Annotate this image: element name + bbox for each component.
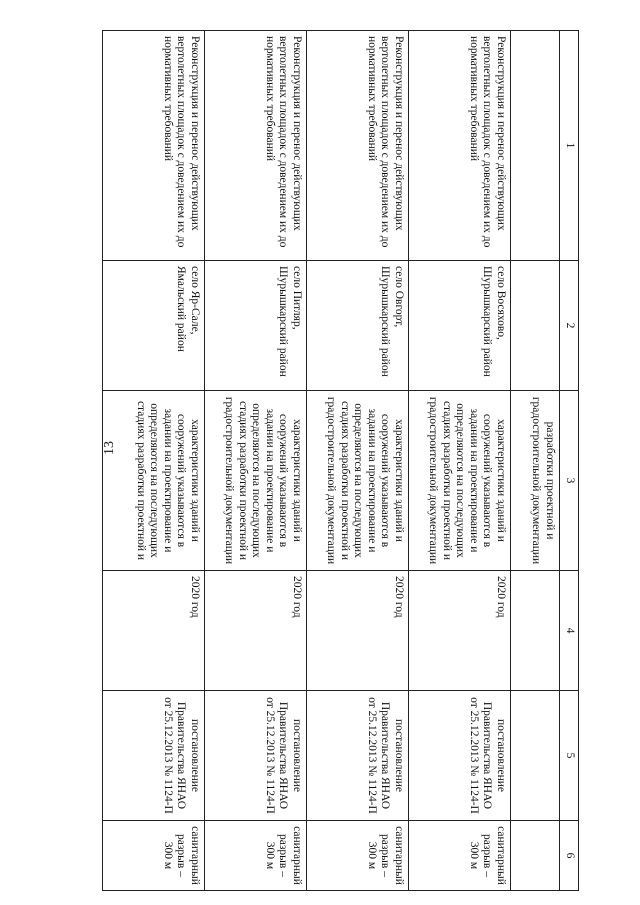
column-number-5: 5 xyxy=(560,691,579,821)
basis-cell: постановление Правительства ЯНАО от 25.12.2013 № 1124-П xyxy=(409,691,511,821)
basis-cell: постановление Правительства ЯНАО от 25.12.2013 № 1124-П xyxy=(205,691,307,821)
location-cell: село Питляр, Шурышкарский район xyxy=(205,261,307,391)
column-number-3: 3 xyxy=(560,391,579,571)
zone-cell: санитарный разрыв – 300 м xyxy=(409,821,511,891)
objects-table xyxy=(102,30,579,891)
header-row xyxy=(560,31,579,891)
rotated-table-wrapper xyxy=(119,30,579,890)
characteristics-cell: разработки проектной и градостроительной документации xyxy=(511,391,560,571)
term-cell: 2020 год xyxy=(307,571,409,691)
object-cell: Реконструкция и перенос действующих вертолетных площадок с доведением их до нормативных требований xyxy=(409,31,511,261)
basis-cell: постановление Правительства ЯНАО от 25.12.2013 № 1124-П xyxy=(307,691,409,821)
location-cell: село Овгорт, Шурышкарский район xyxy=(307,261,409,391)
column-number-1: 1 xyxy=(560,31,579,261)
characteristics-cell: характеристики зданий и сооружений указываются в задании на проектирование и определяются на последующих стадиях разработки проектной и градостроительной документации xyxy=(205,391,307,571)
table-cell xyxy=(511,571,560,691)
basis-cell: постановление Правительства ЯНАО от 25.12.2013 № 1124-П xyxy=(103,691,205,821)
object-cell: Реконструкция и перенос действующих вертолетных площадок с доведением их до нормативных требований xyxy=(103,31,205,261)
column-number-6: 6 xyxy=(560,821,579,891)
table-cell xyxy=(511,821,560,891)
characteristics-cell: характеристики зданий и сооружений указываются в задании на проектирование и определяются на последующих стадиях разработки проектной и градостроительной документации xyxy=(409,391,511,571)
table-cell xyxy=(511,261,560,391)
table-row xyxy=(409,31,511,891)
table-row xyxy=(103,31,205,891)
zone-cell: санитарный разрыв – 300 м xyxy=(205,821,307,891)
characteristics-cell: характеристики зданий и сооружений указываются в задании на проектирование и определяются на последующих стадиях разработки проектной и градостроительной документации xyxy=(307,391,409,571)
term-cell: 2020 год xyxy=(103,571,205,691)
characteristics-cell: характеристики зданий и сооружений указываются в задании на проектирование и определяются на последующих стадиях разработки проектной и xyxy=(103,391,205,571)
table-cell xyxy=(511,691,560,821)
zone-cell: санитарный разрыв – 300 м xyxy=(307,821,409,891)
continuation-row xyxy=(511,31,560,891)
column-number-2: 2 xyxy=(560,261,579,391)
table-row xyxy=(205,31,307,891)
location-cell: село Яр-Сале, Ямальский район xyxy=(103,261,205,391)
zone-cell: санитарный разрыв – 300 м xyxy=(103,821,205,891)
term-cell: 2020 год xyxy=(205,571,307,691)
location-cell: село Восяхово, Шурышкарский район xyxy=(409,261,511,391)
object-cell: Реконструкция и перенос действующих вертолетных площадок с доведением их до нормативных требований xyxy=(307,31,409,261)
table-cell xyxy=(511,31,560,261)
object-cell: Реконструкция и перенос действующих вертолетных площадок с доведением их до нормативных требований xyxy=(205,31,307,261)
page-number: 13 xyxy=(102,441,117,455)
table-row xyxy=(307,31,409,891)
term-cell: 2020 год xyxy=(409,571,511,691)
column-number-4: 4 xyxy=(560,571,579,691)
